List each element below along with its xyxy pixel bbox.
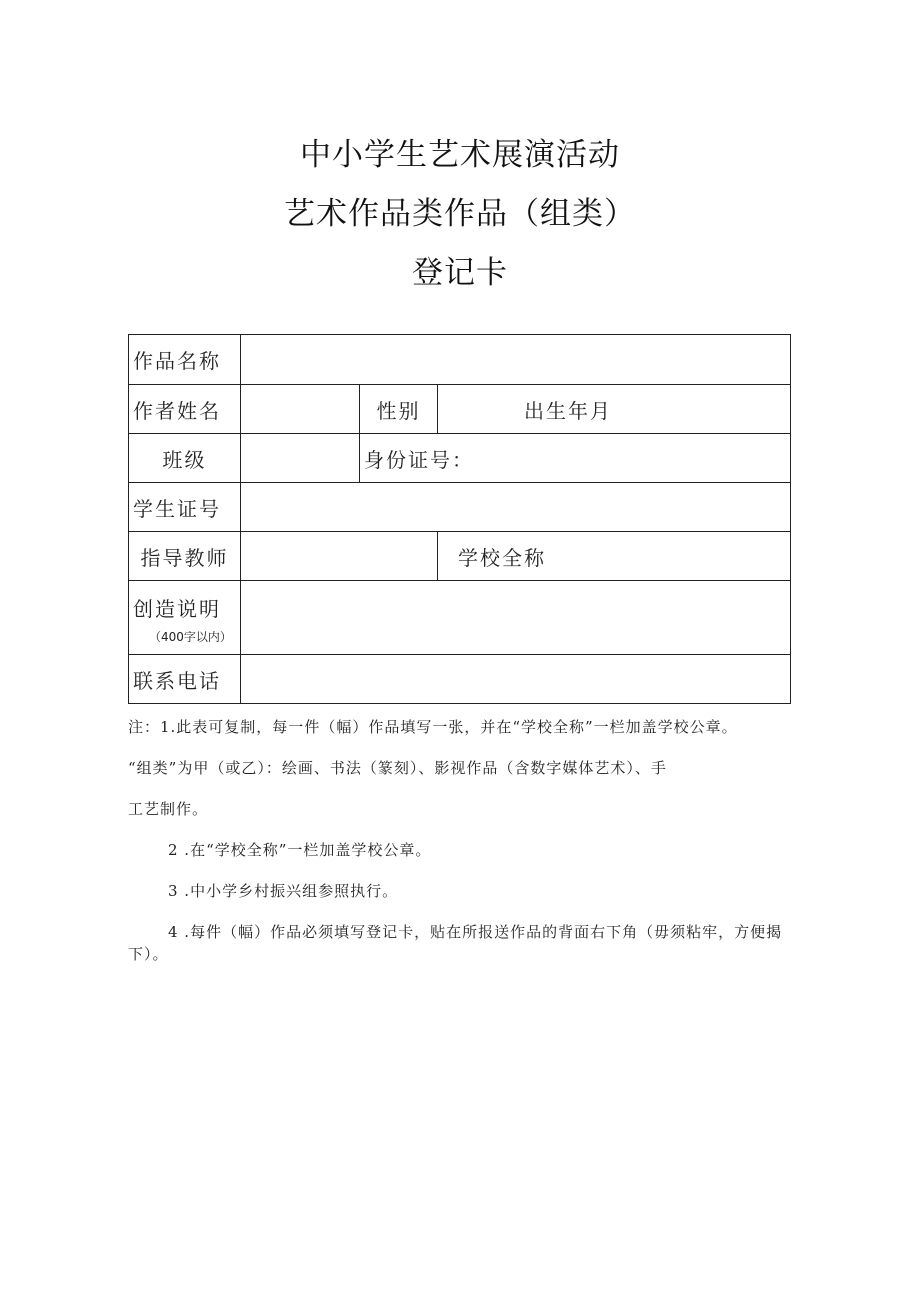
- class-label: 班级: [129, 434, 241, 483]
- student-id-label: 学生证号: [129, 483, 241, 532]
- school-cell[interactable]: [438, 532, 791, 581]
- registration-form-table: [128, 334, 791, 704]
- notes-section: [128, 716, 793, 965]
- id-number-cell[interactable]: [360, 434, 791, 483]
- title-line-1: 中小学生艺术展演活动: [300, 137, 620, 173]
- description-field[interactable]: [241, 581, 791, 655]
- note-3: 3 .中小学乡村振兴组参照执行。: [168, 882, 399, 900]
- gender-label: 性别: [360, 385, 438, 434]
- work-name-field[interactable]: [241, 335, 791, 385]
- student-id-field[interactable]: [241, 483, 791, 532]
- row-work-name: [129, 335, 791, 385]
- work-name-label: 作品名称: [129, 335, 241, 385]
- class-field[interactable]: [241, 434, 360, 483]
- row-author: [129, 385, 791, 434]
- note-4: 4 .每件（幅）作品必须填写登记卡，贴在所报送作品的背面右下角（毋须粘牢，方便揭下）。: [128, 923, 783, 963]
- note-1: 注：1.此表可复制，每一件（幅）作品填写一张，并在“学校全称”一栏加盖学校公章。: [128, 718, 738, 736]
- id-number-label: 身份证号：: [364, 447, 474, 472]
- teacher-label: 指导教师: [129, 532, 241, 581]
- title-line-2: 艺术作品类作品（组类）: [284, 196, 636, 232]
- note-1-continued-2: 工艺制作。: [128, 800, 209, 818]
- row-teacher: [129, 532, 791, 581]
- title-line-3: 登记卡: [412, 255, 508, 291]
- title-block: [0, 126, 920, 303]
- description-label-cell: [129, 581, 241, 655]
- author-name-label: 作者姓名: [129, 385, 241, 434]
- description-label: 创造说明: [133, 597, 221, 621]
- birth-label: 出生年月: [524, 398, 612, 423]
- author-name-field[interactable]: [241, 385, 360, 434]
- teacher-field[interactable]: [241, 532, 438, 581]
- note-1-continued: “组类”为甲（或乙）：绘画、书法（篆刻）、影视作品（含数字媒体艺术）、手: [128, 759, 667, 777]
- row-description: [129, 581, 791, 655]
- description-limit-note: （400字以内）: [149, 630, 232, 644]
- row-class: [129, 434, 791, 483]
- school-label: 学校全称: [458, 545, 546, 570]
- phone-field[interactable]: [241, 655, 791, 704]
- birth-cell[interactable]: [438, 385, 791, 434]
- row-phone: [129, 655, 791, 704]
- phone-label: 联系电话: [129, 655, 241, 704]
- row-student-id: [129, 483, 791, 532]
- note-2: 2 .在“学校全称”一栏加盖学校公章。: [168, 841, 432, 859]
